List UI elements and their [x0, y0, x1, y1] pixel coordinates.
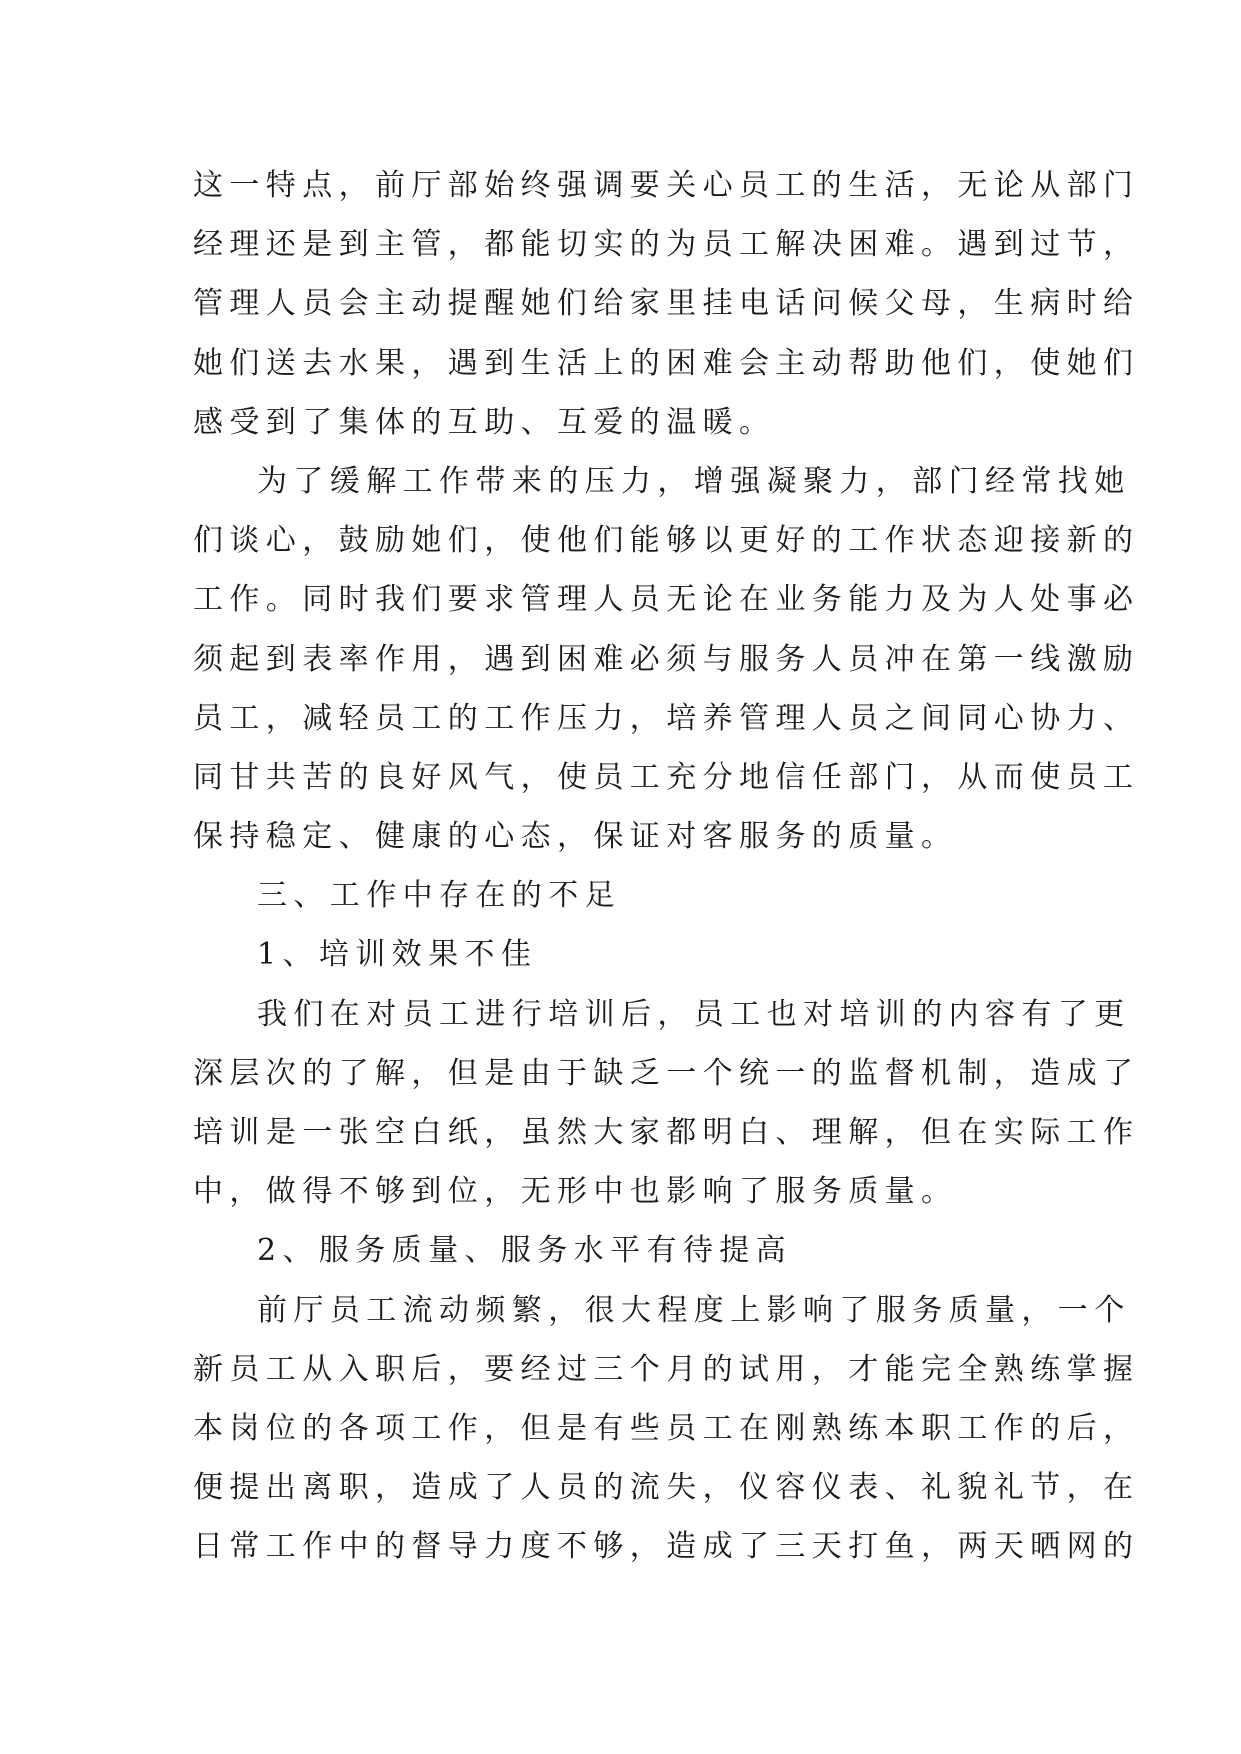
text-line: 管理人员会主动提醒她们给家里挂电话问候父母，生病时给	[193, 286, 1140, 322]
text-line: 她们送去水果，遇到生活上的困难会主动帮助他们，使她们	[193, 345, 1140, 381]
paragraph-start-line: 前厅员工流动频繁，很大程度上影响了服务质量，一个	[257, 1292, 1131, 1328]
subsection-heading: 2、服务质量、服务水平有待提高	[257, 1233, 793, 1269]
text-line: 保持稳定、健康的心态，保证对客服务的质量。	[193, 819, 958, 855]
paragraph-start-line: 我们在对员工进行培训后，员工也对培训的内容有了更	[257, 996, 1131, 1032]
text-line: 工作。同时我们要求管理人员无论在业务能力及为人处事必	[193, 582, 1140, 618]
section-heading: 三、工作中存在的不足	[257, 878, 621, 914]
document-body	[193, 156, 1140, 1577]
text-line: 便提出离职，造成了人员的流失，仪容仪表、礼貌礼节，在	[193, 1470, 1140, 1506]
text-line: 同甘共苦的良好风气，使员工充分地信任部门，从而使员工	[193, 759, 1140, 795]
subsection-heading: 1、培训效果不佳	[257, 937, 538, 973]
text-line: 经理还是到主管，都能切实的为员工解决困难。遇到过节，	[193, 227, 1140, 263]
text-line: 深层次的了解，但是由于缺乏一个统一的监督机制，造成了	[193, 1055, 1140, 1091]
text-line: 感受到了集体的互助、互爱的温暖。	[193, 404, 776, 440]
text-line: 员工，减轻员工的工作压力，培养管理人员之间同心协力、	[193, 700, 1140, 736]
text-line: 中，做得不够到位，无形中也影响了服务质量。	[193, 1174, 958, 1210]
text-line: 本岗位的各项工作，但是有些员工在刚熟练本职工作的后，	[193, 1410, 1140, 1446]
text-line: 须起到表率作用，遇到困难必须与服务人员冲在第一线激励	[193, 641, 1140, 677]
text-line: 新员工从入职后，要经过三个月的试用，才能完全熟练掌握	[193, 1351, 1140, 1387]
text-line: 们谈心，鼓励她们，使他们能够以更好的工作状态迎接新的	[193, 523, 1140, 559]
text-line: 培训是一张空白纸，虽然大家都明白、理解，但在实际工作	[193, 1115, 1140, 1150]
text-line: 日常工作中的督导力度不够，造成了三天打鱼，两天晒网的	[193, 1529, 1140, 1565]
paragraph-start-line: 为了缓解工作带来的压力，增强凝聚力，部门经常找她	[257, 463, 1131, 499]
text-line: 这一特点，前厅部始终强调要关心员工的生活，无论从部门	[193, 168, 1140, 203]
